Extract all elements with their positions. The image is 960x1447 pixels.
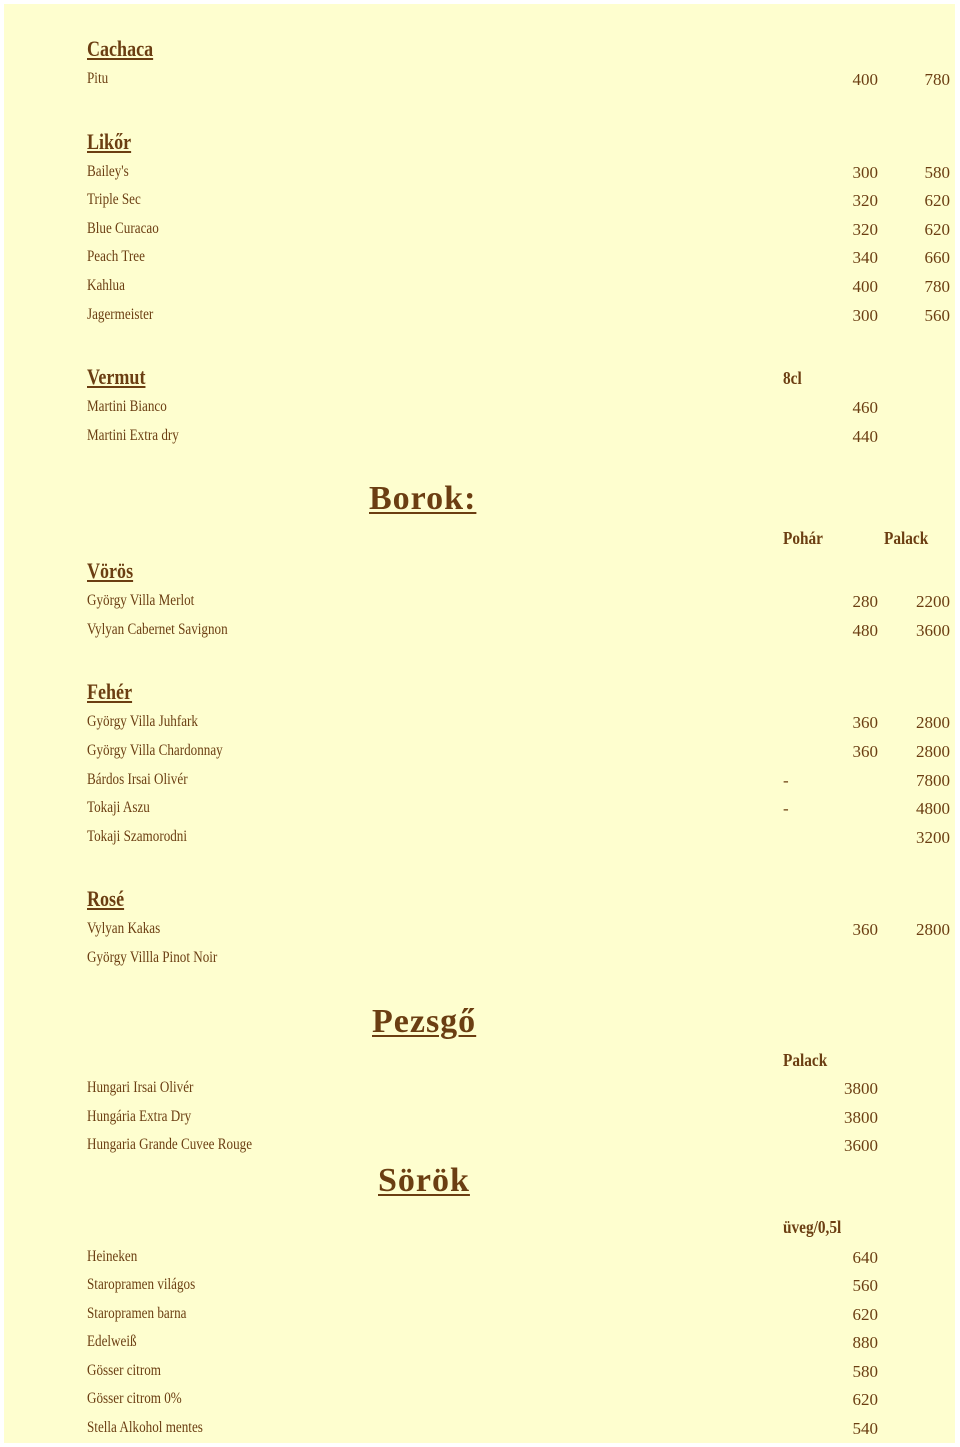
price-small: 320 (852, 220, 878, 239)
menu-item-name: György Villa Chardonnay (87, 742, 223, 759)
price-large: 2800 (916, 713, 950, 732)
menu-item-name: Staropramen barna (87, 1305, 187, 1322)
price-bottle: 640 (852, 1248, 878, 1267)
section-title-voros: Vörös (87, 558, 134, 583)
menu-item-name: Stella Alkohol mentes (87, 1419, 203, 1436)
price-large: 2800 (916, 742, 950, 761)
menu-item-name: Tokaji Aszu (87, 799, 150, 816)
menu-item-name: Hungari Irsai Olivér (87, 1079, 194, 1096)
price-large: 3600 (916, 621, 950, 640)
section-title-rose: Rosé (87, 886, 125, 911)
price-small: - (783, 771, 789, 790)
price-bottle: 880 (852, 1333, 878, 1352)
price-bottle: 620 (852, 1305, 878, 1324)
heading-borok: Borok: (369, 480, 477, 517)
menu-item-name: György Villa Juhfark (87, 713, 198, 730)
price-large: 4800 (916, 799, 950, 818)
menu-item-name: Blue Curacao (87, 220, 159, 237)
price-large: 620 (924, 220, 950, 239)
menu-item-name: Bailey's (87, 163, 129, 180)
column-header-bottle-size: üveg/0,5l (783, 1217, 842, 1237)
menu-item-name: Triple Sec (87, 191, 141, 208)
price-small: 280 (852, 592, 878, 611)
menu-item-name: Bárdos Irsai Olivér (87, 771, 188, 788)
price-small: 300 (852, 163, 878, 182)
menu-item-name: Pitu (87, 70, 109, 87)
menu-item-name: Vylyan Cabernet Savignon (87, 621, 228, 638)
price-large: 780 (924, 277, 950, 296)
price-large: 560 (924, 306, 950, 325)
price-small: 440 (852, 427, 878, 446)
menu-item-name: György Villa Merlot (87, 592, 195, 609)
column-header-glass: Pohár (783, 528, 823, 548)
price-bottle: 560 (852, 1276, 878, 1295)
menu-item-name: Heineken (87, 1248, 138, 1265)
column-header-bottle: Palack (783, 1050, 828, 1070)
price-small: 400 (852, 70, 878, 89)
price-large: 780 (924, 70, 950, 89)
price-large: 7800 (916, 771, 950, 790)
heading-sorok: Sörök (378, 1162, 470, 1199)
section-title-feher: Fehér (87, 679, 133, 704)
section-title-vermut: Vermut (87, 364, 146, 389)
column-header-unit: 8cl (783, 368, 802, 388)
price-small: 340 (852, 248, 878, 267)
price-small: 300 (852, 306, 878, 325)
price-small: 360 (852, 742, 878, 761)
menu-item-name: Vylyan Kakas (87, 920, 161, 937)
price-bottle: 3600 (844, 1136, 878, 1155)
price-small: - (783, 799, 789, 818)
menu-item-name: Hungária Extra Dry (87, 1108, 192, 1125)
section-title-cachaca: Cachaca (87, 36, 154, 61)
menu-item-name: Tokaji Szamorodni (87, 828, 188, 845)
price-large: 2800 (916, 920, 950, 939)
menu-item-name: Kahlua (87, 277, 125, 294)
price-bottle: 580 (852, 1362, 878, 1381)
price-small: 360 (852, 713, 878, 732)
price-large: 620 (924, 191, 950, 210)
price-bottle: 3800 (844, 1108, 878, 1127)
price-small: 460 (852, 398, 878, 417)
price-bottle: 3800 (844, 1079, 878, 1098)
price-large: 660 (924, 248, 950, 267)
menu-item-name: Staropramen világos (87, 1276, 196, 1293)
price-large: 2200 (916, 592, 950, 611)
menu-item-name: Peach Tree (87, 248, 145, 265)
heading-pezsgo: Pezsgő (372, 1003, 477, 1040)
menu-item-name: Martini Bianco (87, 398, 167, 415)
price-small: 400 (852, 277, 878, 296)
menu-item-name: György Villla Pinot Noir (87, 949, 218, 966)
price-large: 580 (924, 163, 950, 182)
menu-item-name: Gösser citrom 0% (87, 1390, 182, 1407)
menu-item-name: Gösser citrom (87, 1362, 161, 1379)
price-small: 480 (852, 621, 878, 640)
price-large: 3200 (916, 828, 950, 847)
price-small: 320 (852, 191, 878, 210)
price-small: 360 (852, 920, 878, 939)
menu-item-name: Hungaria Grande Cuvee Rouge (87, 1136, 253, 1153)
menu-item-name: Edelweiß (87, 1333, 137, 1350)
section-title-likor: Likőr (87, 129, 132, 154)
column-header-bottle: Palack (884, 528, 929, 548)
price-bottle: 620 (852, 1390, 878, 1409)
menu-item-name: Jagermeister (87, 306, 154, 323)
price-bottle: 540 (852, 1419, 878, 1438)
menu-item-name: Martini Extra dry (87, 427, 179, 444)
